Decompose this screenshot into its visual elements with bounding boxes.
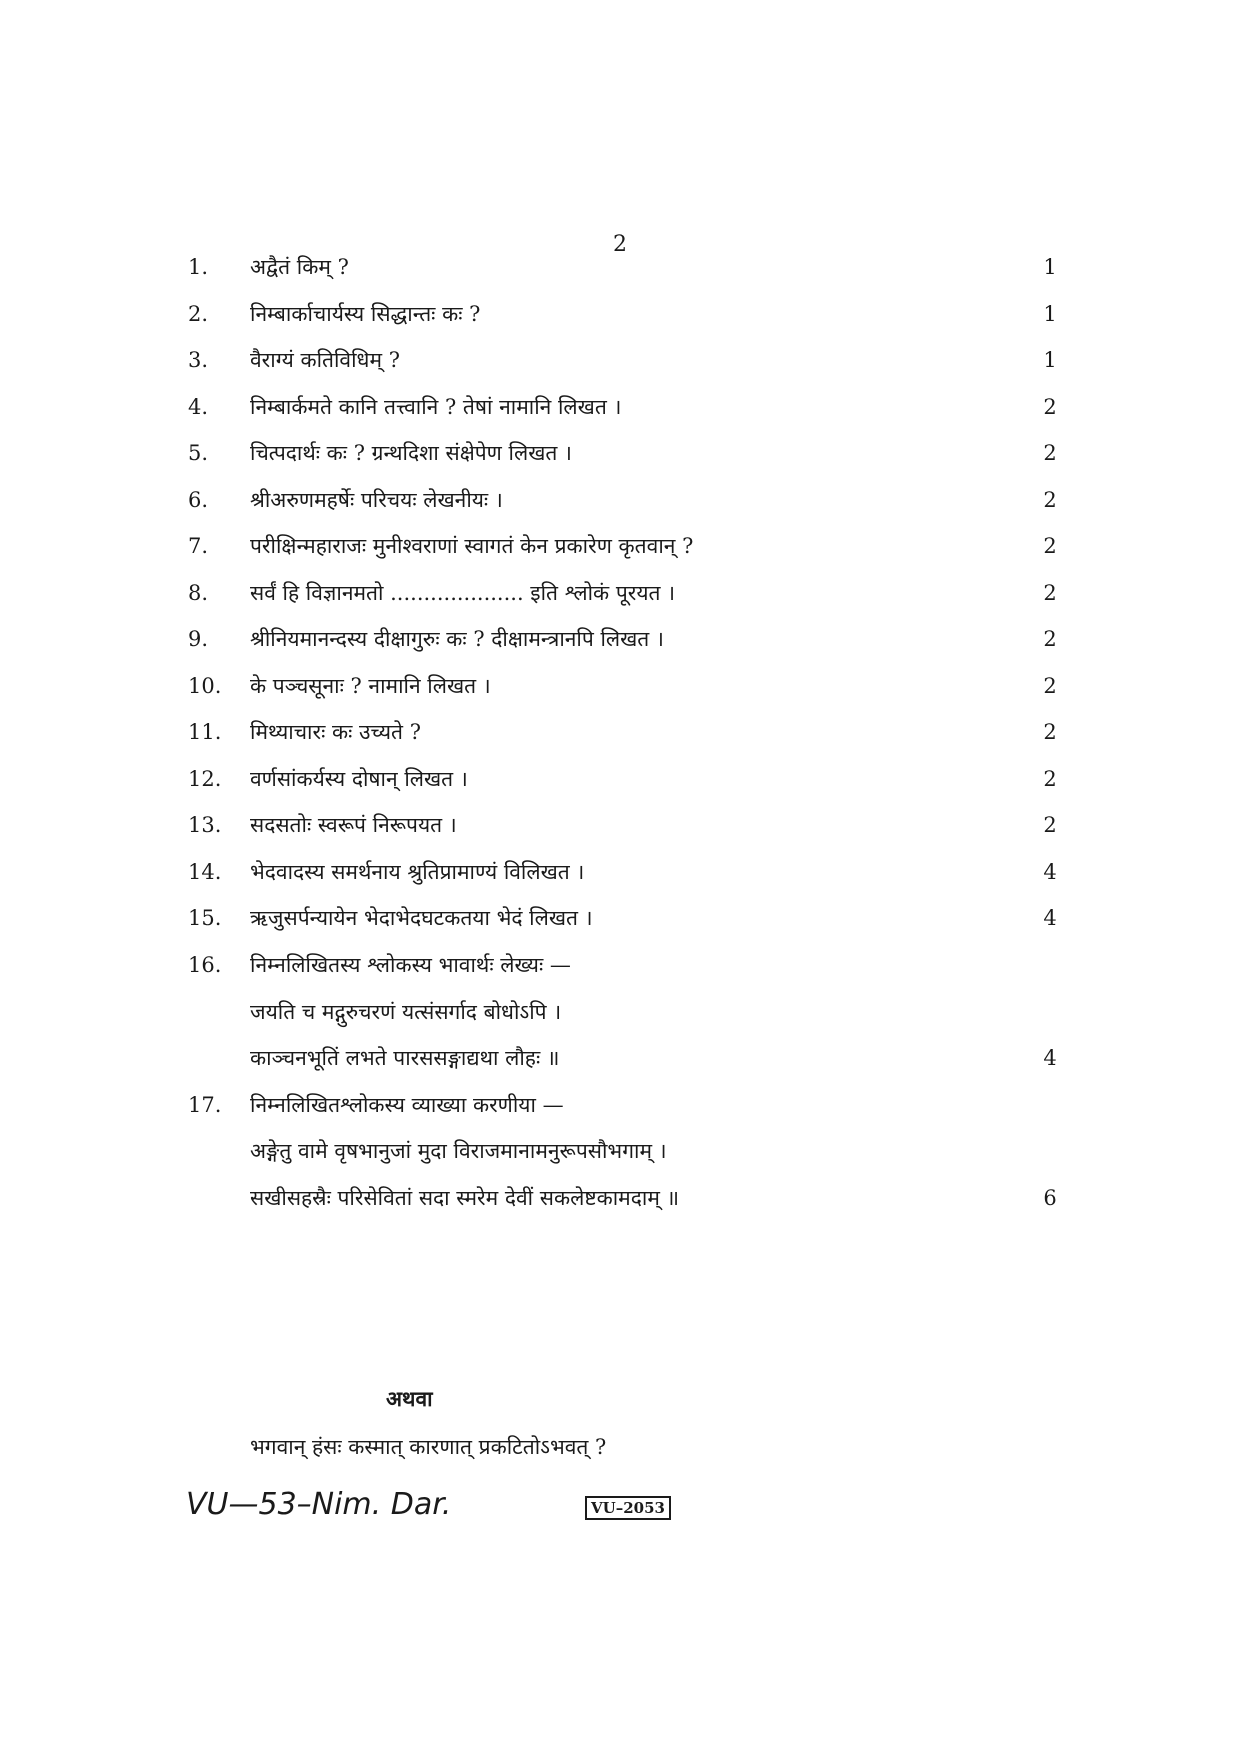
question-text: निम्बार्कमते कानि तत्त्वानि ? तेषां नामानि लिखत ।: [250, 395, 622, 419]
verse-line: अङ्गेतु वामे वृषभानुजां मुदा विराजमानामनुरूपसौभगाम् ।: [250, 1139, 667, 1163]
question-text: के पञ्चसूनाः ? नामानि लिखत ।: [250, 674, 491, 698]
question-row: [0, 669, 1240, 703]
question-marks: 2: [1043, 441, 1057, 465]
question-marks: 2: [1043, 767, 1057, 791]
question-number: 12.: [188, 767, 222, 791]
question-number: 4.: [188, 395, 209, 419]
question-number: 3.: [188, 348, 209, 372]
question-marks: 2: [1043, 627, 1057, 651]
question-number: 15.: [188, 906, 222, 930]
question-marks: 2: [1043, 534, 1057, 558]
question-number: 5.: [188, 441, 209, 465]
alternative-question: भगवान् हंसः कस्मात् कारणात् प्रकटितोऽभवत् ?: [250, 1435, 607, 1459]
question-row: [0, 576, 1240, 610]
question-row: [0, 808, 1240, 842]
question-marks: 1: [1043, 255, 1057, 279]
question-text: चित्पदार्थः कः ? ग्रन्थदिशा संक्षेपेण लिखत ।: [250, 441, 572, 465]
question-marks: 2: [1043, 581, 1057, 605]
question-number: 7.: [188, 534, 209, 558]
question-text: अद्वैतं किम् ?: [250, 255, 349, 279]
question-number: 11.: [188, 720, 222, 744]
question-text: श्रीनियमानन्दस्य दीक्षागुरुः कः ? दीक्षामन्त्रानपि लिखत ।: [250, 627, 664, 651]
question-row: [0, 762, 1240, 796]
question-text: वैराग्यं कतिविधिम् ?: [250, 348, 400, 372]
question-marks: 1: [1043, 302, 1057, 326]
question-number: 17.: [188, 1093, 222, 1117]
question-number: 16.: [188, 953, 222, 977]
question-text: निम्बार्काचार्यस्य सिद्धान्तः कः ?: [250, 302, 481, 326]
question-row: [0, 1088, 1240, 1122]
question-number: 9.: [188, 627, 209, 651]
verse-line: काञ्चनभूतिं लभते पारससङ्गाद्यथा लौहः ॥: [250, 1046, 560, 1070]
question-marks: 2: [1043, 488, 1057, 512]
paper-code: VU—53–Nim. Dar.: [186, 1487, 452, 1522]
question-text: निम्नलिखितस्य श्लोकस्य भावार्थः लेख्यः —: [250, 953, 571, 977]
question-marks: 2: [1043, 720, 1057, 744]
question-number: 13.: [188, 813, 222, 837]
question-number: 14.: [188, 860, 222, 884]
question-row: [0, 855, 1240, 889]
question-row: [0, 715, 1240, 749]
question-row: [0, 390, 1240, 424]
paper-code-box: VU–2053: [585, 1496, 671, 1520]
page-number: 2: [613, 232, 627, 257]
question-marks: 2: [1043, 674, 1057, 698]
question-text: वर्णसांकर्यस्य दोषान् लिखत ।: [250, 767, 468, 791]
question-text: भेदवादस्य समर्थनाय श्रुतिप्रामाण्यं विलिखत ।: [250, 860, 585, 884]
question-row: [0, 622, 1240, 656]
verse-line: जयति च मद्गुरुचरणं यत्संसर्गाद बोधोऽपि ।: [250, 1000, 562, 1024]
question-row: [0, 250, 1240, 284]
question-row: [0, 901, 1240, 935]
question-marks: 2: [1043, 395, 1057, 419]
question-text: निम्नलिखितश्लोकस्य व्याख्या करणीया —: [250, 1093, 564, 1117]
question-marks: 1: [1043, 348, 1057, 372]
question-number: 8.: [188, 581, 209, 605]
question-row: [0, 483, 1240, 517]
question-marks: 4: [1043, 860, 1057, 884]
question-number: 6.: [188, 488, 209, 512]
question-marks: 4: [1043, 1046, 1057, 1070]
question-number: 10.: [188, 674, 222, 698]
verse-line: सखीसहस्रैः परिसेवितां सदा स्मरेम देवीं सकलेष्टकामदाम् ॥: [250, 1186, 680, 1210]
question-row: [0, 948, 1240, 982]
question-row: [0, 529, 1240, 563]
question-marks: 2: [1043, 813, 1057, 837]
question-marks: 6: [1043, 1186, 1057, 1210]
question-text: सदसतोः स्वरूपं निरूपयत ।: [250, 813, 457, 837]
question-row: [0, 297, 1240, 331]
question-number: 1.: [188, 255, 209, 279]
question-text: ऋजुसर्पन्यायेन भेदाभेदघटकतया भेदं लिखत ।: [250, 906, 593, 930]
question-text: श्रीअरुणमहर्षेः परिचयः लेखनीयः ।: [250, 488, 503, 512]
question-marks: 4: [1043, 906, 1057, 930]
question-number: 2.: [188, 302, 209, 326]
or-heading: अथवा: [386, 1386, 433, 1411]
question-text: मिथ्याचारः कः उच्यते ?: [250, 720, 421, 744]
question-text: परीक्षिन्महाराजः मुनीश्वराणां स्वागतं केन प्रकारेण कृतवान् ?: [250, 534, 694, 558]
question-text: सर्वं हि विज्ञानमतो .................... इति श्लोकं पूरयत ।: [250, 581, 676, 605]
question-row: [0, 436, 1240, 470]
question-row: [0, 343, 1240, 377]
